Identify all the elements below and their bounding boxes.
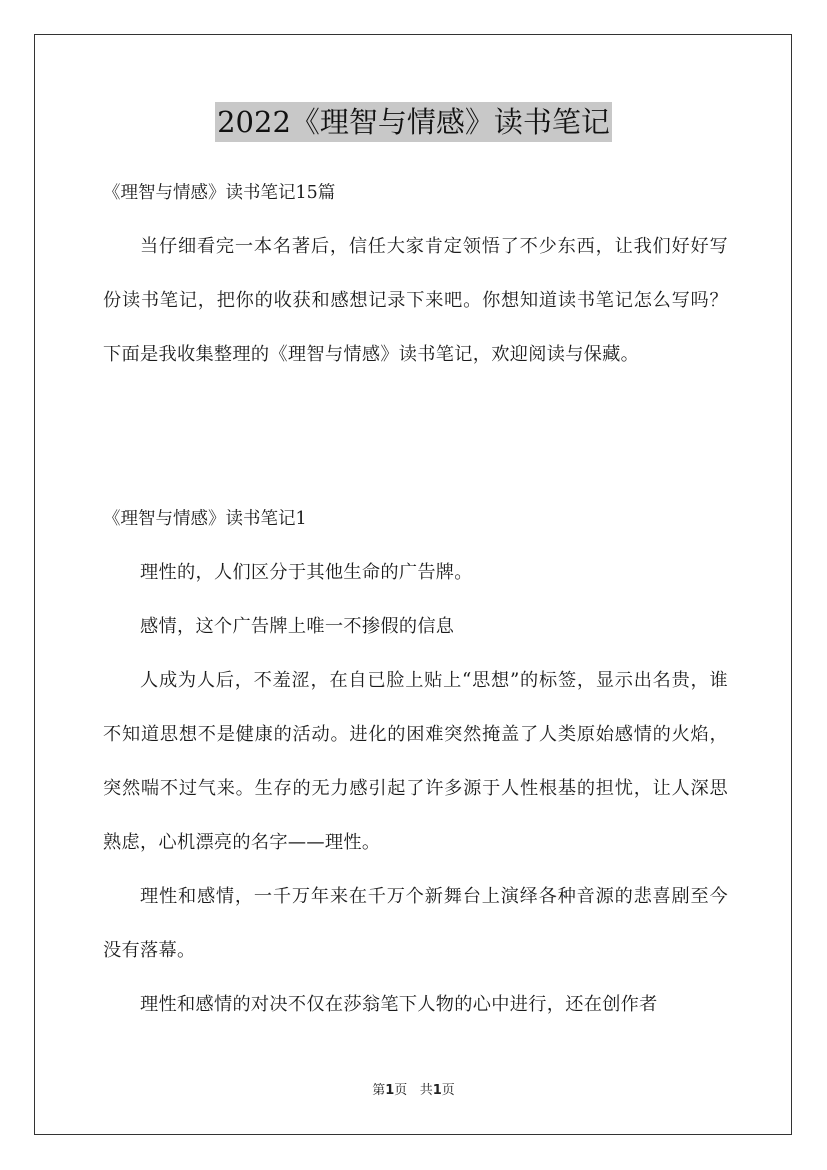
page-prefix: 第 [372,1083,386,1098]
intro-heading: 《理智与情感》读书笔记15篇 [103,183,336,203]
body-paragraph-2: 感情，这个广告牌上唯一不掺假的信息 [140,616,455,637]
body-text-block [103,546,728,1032]
intro-paragraph: 当仔细看完一本名著后，信任大家肯定领悟了不少东西，让我们好好写份读书笔记，把你的收获和感想记录下来吧。你想知道读书笔记怎么写吗？下面是我收集整理的《理智与情感》读书笔记，欢迎阅读与保藏。 [103,236,728,365]
page-number: 1 [385,1083,395,1098]
section-heading: 《理智与情感》读书笔记1 [103,509,307,529]
page-suffix: 页 [394,1083,408,1098]
title-container [0,102,827,142]
total-suffix: 页 [441,1083,455,1098]
intro-paragraph-block [103,220,728,382]
body-paragraph-4: 理性和感情，一千万年来在千万个新舞台上演绎各种音源的悲喜剧至今没有落幕。 [103,886,728,961]
body-paragraph-3: 人成为人后，不羞涩，在自已脸上贴上“思想”的标签，显示出名贵，谁不知道思想不是健康的活动。进化的困难突然掩盖了人类原始感情的火焰，突然喘不过气来。生存的无力感引起了许多源于人性根基的担忧，让人深思熟虑，心机漂亮的名字——理性。 [103,670,728,853]
total-pages: 1 [432,1083,442,1098]
body-paragraph-1: 理性的，人们区分于其他生命的广告牌。 [140,562,473,583]
document-title: 2022《理智与情感》读书笔记 [215,102,612,142]
body-paragraph-5: 理性和感情的对决不仅在莎翁笔下人物的心中进行，还在创作者 [140,994,658,1015]
page-footer [0,1082,827,1100]
total-prefix: 共 [419,1083,433,1098]
